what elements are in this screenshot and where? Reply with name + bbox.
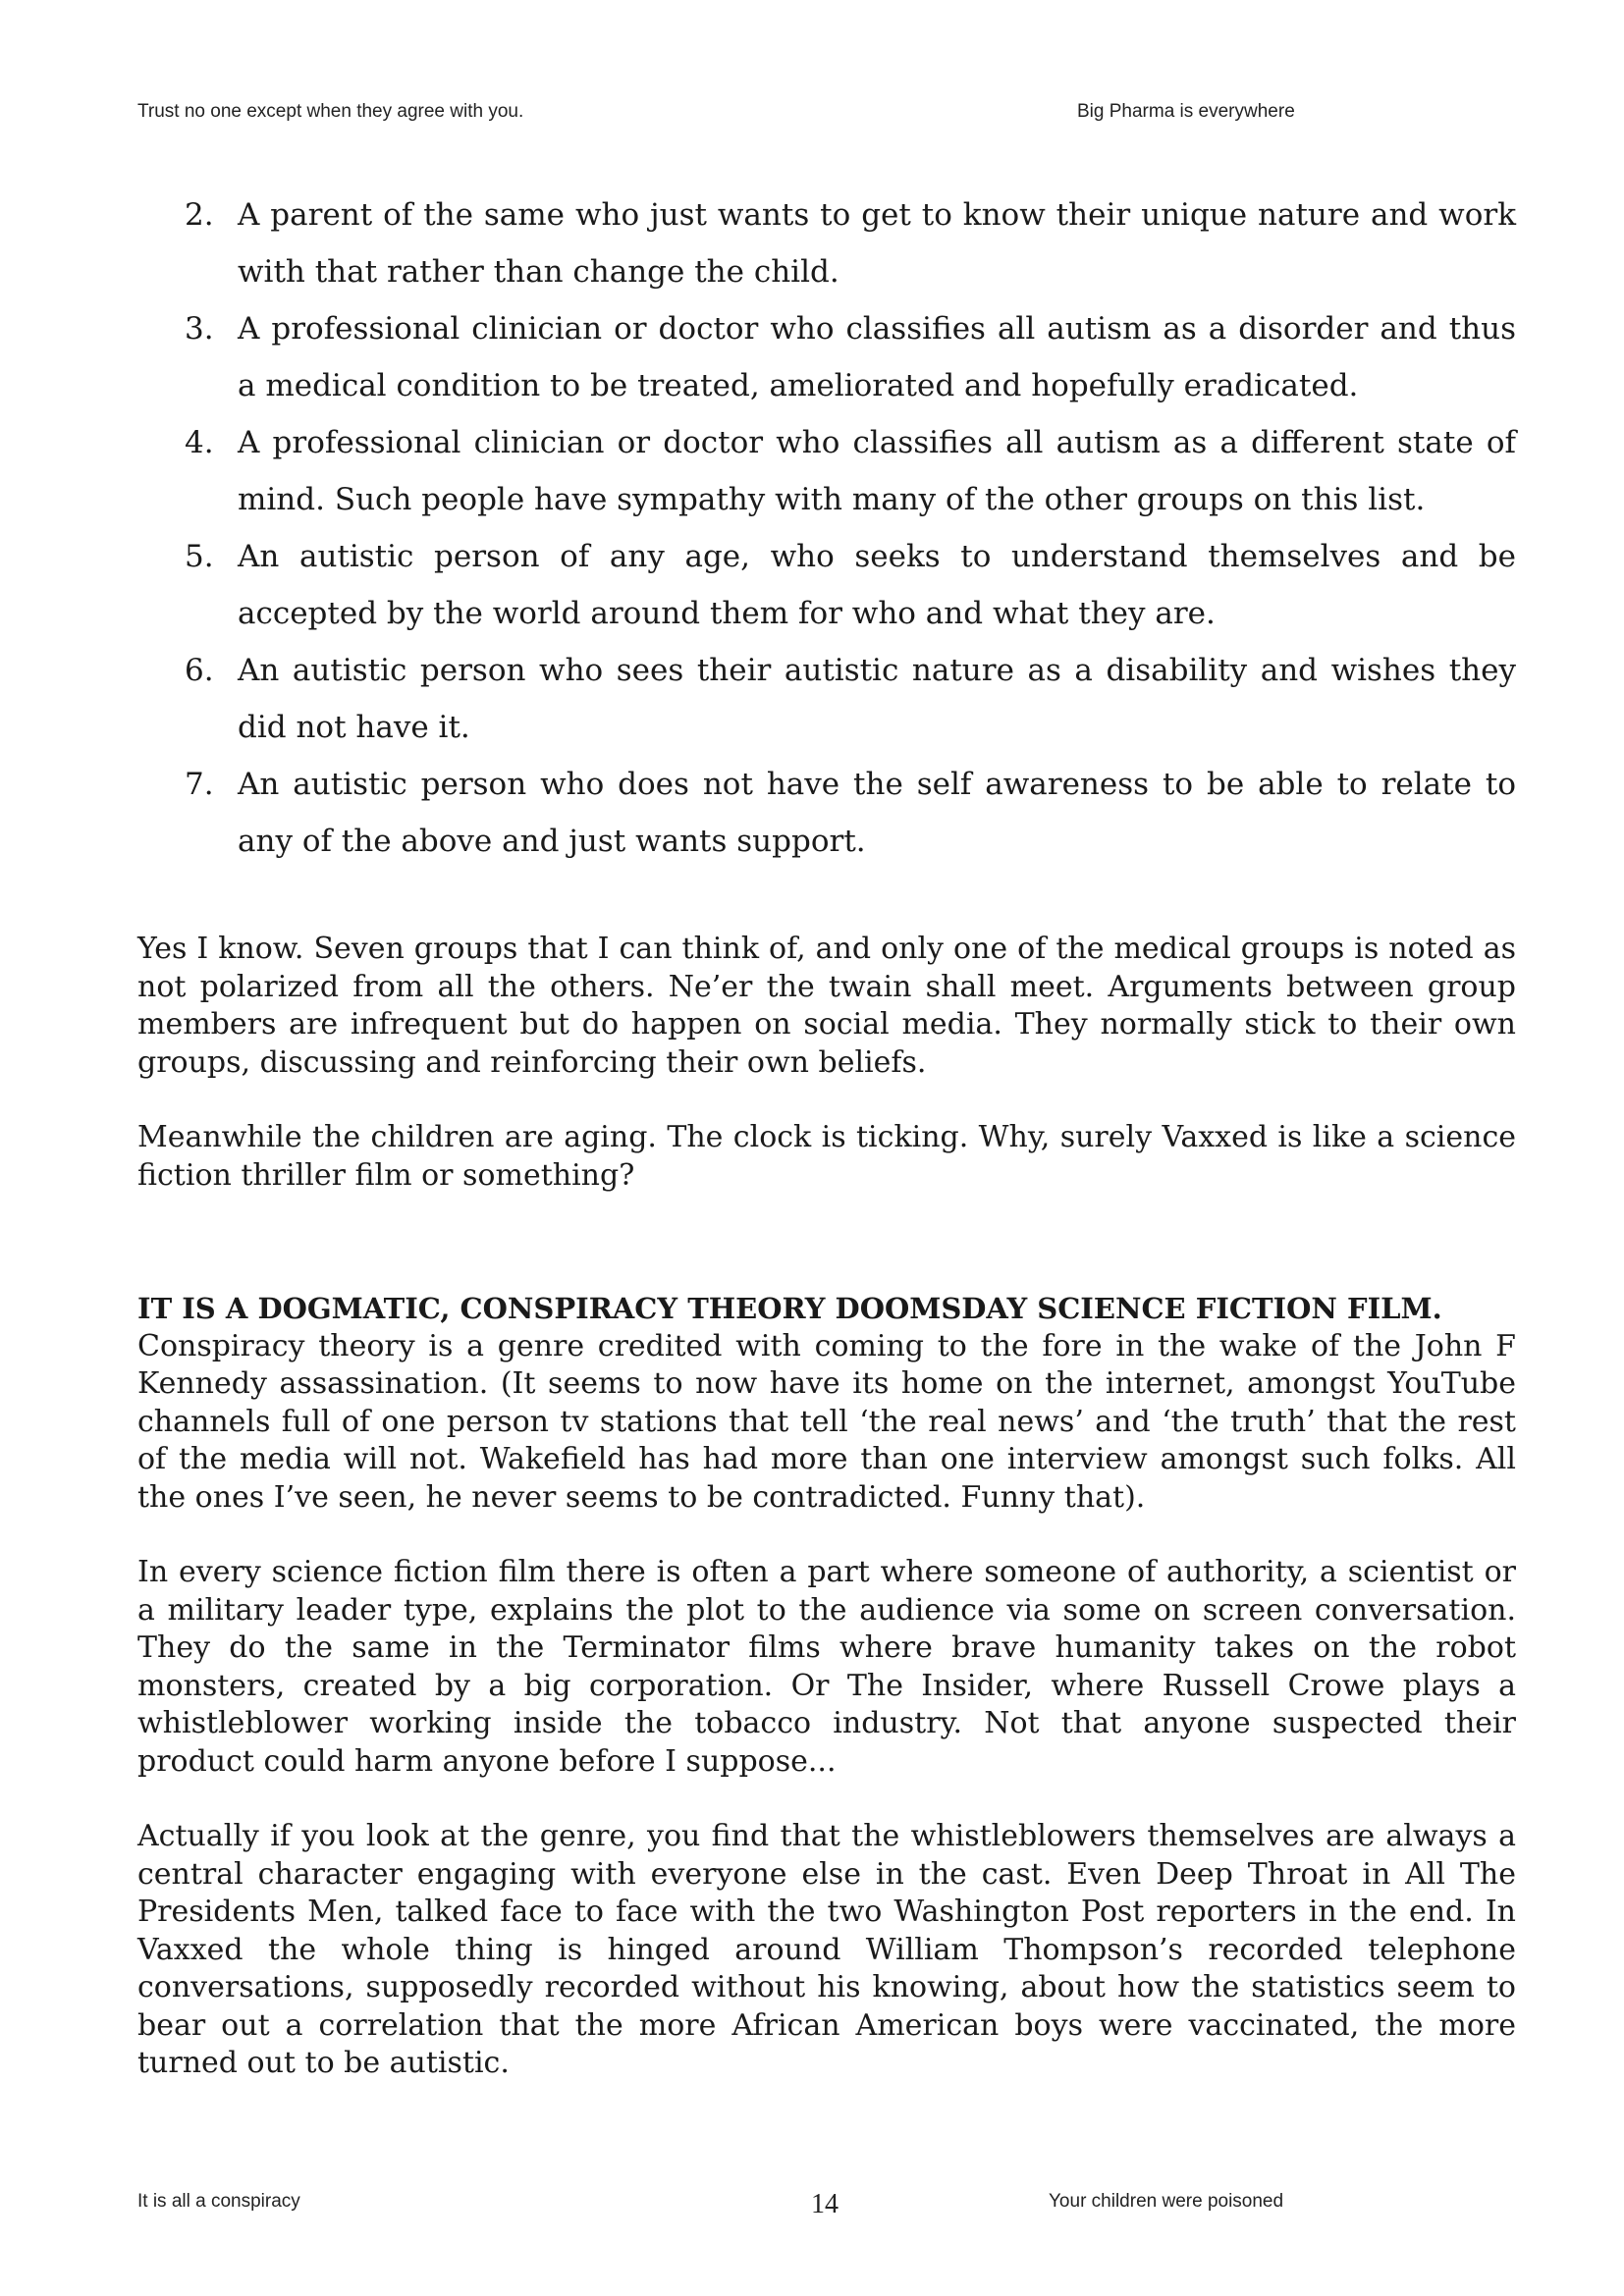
list-item-text: An autistic person of any age, who seeks to understand themselves and be accepted by the world around them for who and what they are.	[238, 539, 1516, 631]
list-item	[137, 300, 1516, 414]
running-footer-left: It is all a conspiracy	[137, 2191, 300, 2212]
list-item-number: 3.	[185, 311, 214, 347]
paragraph-science-fiction: In every science fiction film there is often a part where someone of authority, a scientist or a military leader type, explains the plot to the audience via some on screen conversation. They do the same in the Terminator films where brave humanity takes on the robot monsters, created by a big corporation. Or The Insider, where Russell Crowe plays a whistleblower working inside the tobacco industry. Not that anyone suspected their product could harm anyone before I suppose...	[137, 1555, 1516, 1779]
running-header-left: Trust no one except when they agree with you.	[137, 101, 524, 122]
list-item-text: A parent of the same who just wants to get to know their unique nature and work with that rather than change the child.	[238, 197, 1516, 290]
list-item	[137, 642, 1516, 756]
list-item-text: An autistic person who does not have the self awareness to be able to relate to any of the above and just wants support.	[238, 767, 1516, 859]
section-heading: IT IS A DOGMATIC, CONSPIRACY THEORY DOOMSDAY SCIENCE FICTION FILM.	[137, 1292, 1442, 1325]
list-item-number: 4.	[185, 425, 214, 460]
list-item	[137, 528, 1516, 642]
list-item-number: 7.	[185, 767, 214, 802]
paragraph-seven-groups: Yes I know. Seven groups that I can think of, and only one of the medical groups is noted as not polarized from all the others. Ne’er the twain shall meet. Arguments between group members are infrequent but do happen on social media. They normally stick to their own groups, discussing and reinforcing their own beliefs.	[137, 932, 1516, 1080]
list-item	[137, 414, 1516, 528]
paragraph-children-aging: Meanwhile the children are aging. The clock is ticking. Why, surely Vaxxed is like a science fiction thriller film or something?	[137, 1120, 1516, 1193]
list-item-number: 6.	[185, 653, 214, 688]
list-item	[137, 756, 1516, 870]
list-item-text: A professional clinician or doctor who classifies all autism as a disorder and thus a medical condition to be treated, ameliorated and hopefully eradicated.	[238, 311, 1516, 403]
page-number: 14	[811, 2189, 839, 2219]
numbered-list	[137, 187, 1516, 870]
running-footer-right: Your children were poisoned	[1049, 2191, 1284, 2212]
list-item-text: An autistic person who sees their autistic nature as a disability and wishes they did not have it.	[238, 653, 1516, 745]
running-header-right: Big Pharma is everywhere	[1077, 101, 1295, 122]
paragraph-whistleblowers: Actually if you look at the genre, you find that the whistleblowers themselves are always a central character engaging with everyone else in the cast. Even Deep Throat in All The Presidents Men, talked face to face with the two Washington Post reporters in the end. In Vaxxed the whole thing is hinged around William Thompson’s recorded telephone conversations, supposedly recorded without his knowing, about how the statistics seem to bear out a correlation that the more African American boys were vaccinated, the more turned out to be autistic.	[137, 1819, 1516, 2080]
list-item-number: 5.	[185, 539, 214, 574]
list-item-text: A professional clinician or doctor who classifies all autism as a different state of mind. Such people have sympathy with many of the other groups on this list.	[238, 425, 1516, 517]
list-item	[137, 187, 1516, 300]
paragraph-conspiracy-theory: Conspiracy theory is a genre credited with coming to the fore in the wake of the John F Kennedy assassination. (It seems to now have its home on the internet, amongst YouTube channels full of one person tv stations that tell ‘the real news’ and ‘the truth’ that the rest of the media will not. Wakefield has had more than one interview amongst such folks. All the ones I’ve seen, he never seems to be contradicted. Funny that).	[137, 1328, 1516, 1515]
page-body	[137, 187, 1516, 2083]
list-item-number: 2.	[185, 197, 214, 233]
